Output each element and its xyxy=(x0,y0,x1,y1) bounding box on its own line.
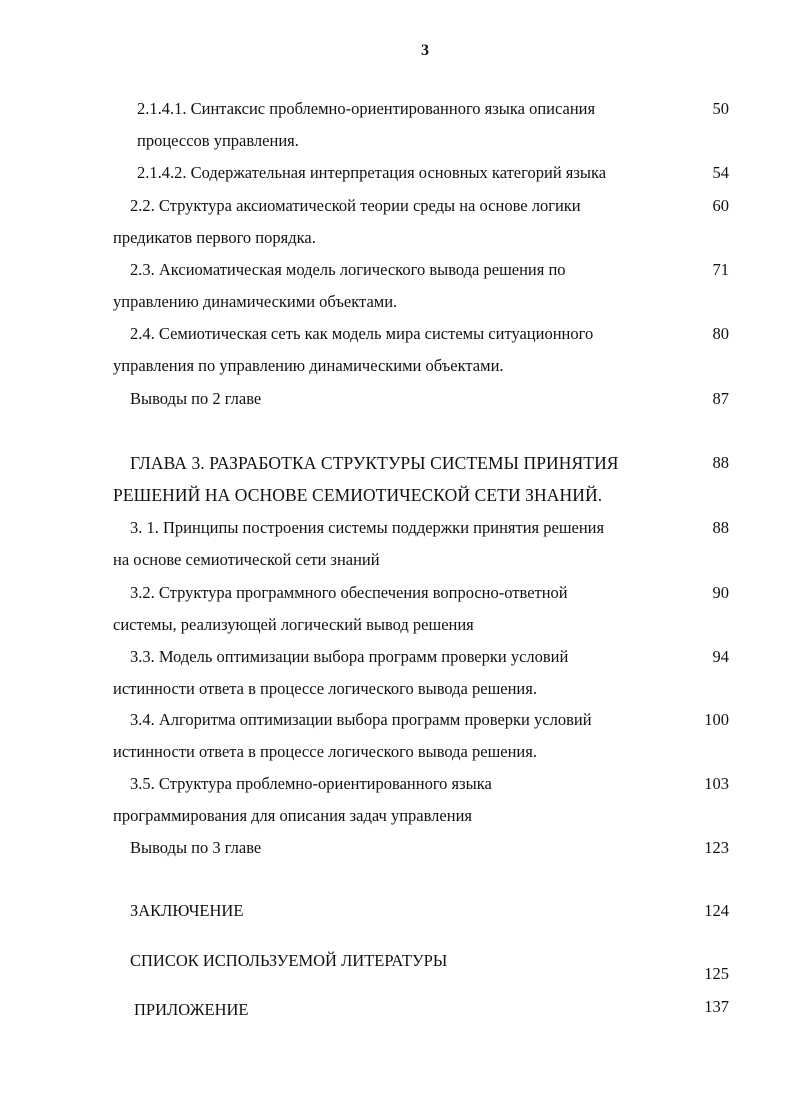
toc-page-number: 88 xyxy=(712,518,729,537)
toc-entry-line: управления по управлению динамическими объектами. xyxy=(113,356,504,375)
toc-page-number: 123 xyxy=(704,838,729,857)
toc-page-number: 124 xyxy=(704,901,729,920)
toc-page-number: 54 xyxy=(712,163,729,182)
toc-page-number: 88 xyxy=(712,453,729,472)
toc-entry-line: 2.3. Аксиоматическая модель логического вывода решения по xyxy=(130,260,566,279)
toc-entry-line: истинности ответа в процессе логического вывода решения. xyxy=(113,679,537,698)
toc-section-heading: ЗАКЛЮЧЕНИЕ xyxy=(130,901,244,920)
toc-page-number: 94 xyxy=(712,647,729,666)
toc-section-heading: СПИСОК ИСПОЛЬЗУЕМОЙ ЛИТЕРАТУРЫ xyxy=(130,951,448,970)
toc-entry-line: 3.4. Алгоритма оптимизации выбора программ проверки условий xyxy=(130,710,592,729)
toc-entry-line: 3.3. Модель оптимизации выбора программ проверки условий xyxy=(130,647,569,666)
toc-chapter-heading: РЕШЕНИЙ НА ОСНОВЕ СЕМИОТИЧЕСКОЙ СЕТИ ЗНАНИЙ. xyxy=(113,485,603,505)
toc-entry-line: процессов управления. xyxy=(137,131,299,150)
toc-page-number: 103 xyxy=(704,774,729,793)
toc-entry-line: 3.5. Структура проблемно-ориентированного языка xyxy=(130,774,492,793)
toc-page-number: 60 xyxy=(712,196,729,215)
toc-page-number: 125 xyxy=(704,964,729,983)
toc-page-number: 90 xyxy=(712,583,729,602)
toc-entry-line: 3. 1. Принципы построения системы поддержки принятия решения xyxy=(130,518,605,537)
toc-page-number: 137 xyxy=(704,997,729,1016)
page-number: 3 xyxy=(421,42,429,59)
toc-entry-line: на основе семиотической сети знаний xyxy=(113,550,380,569)
toc-section-heading: ПРИЛОЖЕНИЕ xyxy=(134,1000,249,1019)
toc-entry-line: программирования для описания задач управления xyxy=(113,806,472,825)
toc-entry-line: Выводы по 2 главе xyxy=(130,389,262,408)
toc-entry-line: истинности ответа в процессе логического вывода решения. xyxy=(113,742,537,761)
toc-entry-line: предикатов первого порядка. xyxy=(113,228,316,247)
toc-page-number: 87 xyxy=(712,389,729,408)
toc-entry-line: 2.1.4.1. Синтаксис проблемно-ориентированного языка описания xyxy=(137,99,596,118)
toc-page-number: 100 xyxy=(704,710,729,729)
toc-entry-line: 2.4. Семиотическая сеть как модель мира системы ситуационного xyxy=(130,324,594,343)
toc-entry-line: 2.2. Структура аксиоматической теории среды на основе логики xyxy=(130,196,581,215)
toc-entry-line: 3.2. Структура программного обеспечения вопросно-ответной xyxy=(130,583,568,602)
toc-chapter-heading: ГЛАВА 3. РАЗРАБОТКА СТРУКТУРЫ СИСТЕМЫ ПРИНЯТИЯ xyxy=(130,453,619,473)
toc-entry-line: 2.1.4.2. Содержательная интерпретация основных категорий языка xyxy=(137,163,607,182)
toc-page-number: 80 xyxy=(712,324,729,343)
toc-page-number: 71 xyxy=(712,260,729,279)
toc-page-number: 50 xyxy=(712,99,729,118)
toc-entry-line: Выводы по 3 главе xyxy=(130,838,262,857)
toc-entry-line: системы, реализующей логический вывод решения xyxy=(113,615,474,634)
toc-entry-line: управлению динамическими объектами. xyxy=(113,292,398,311)
